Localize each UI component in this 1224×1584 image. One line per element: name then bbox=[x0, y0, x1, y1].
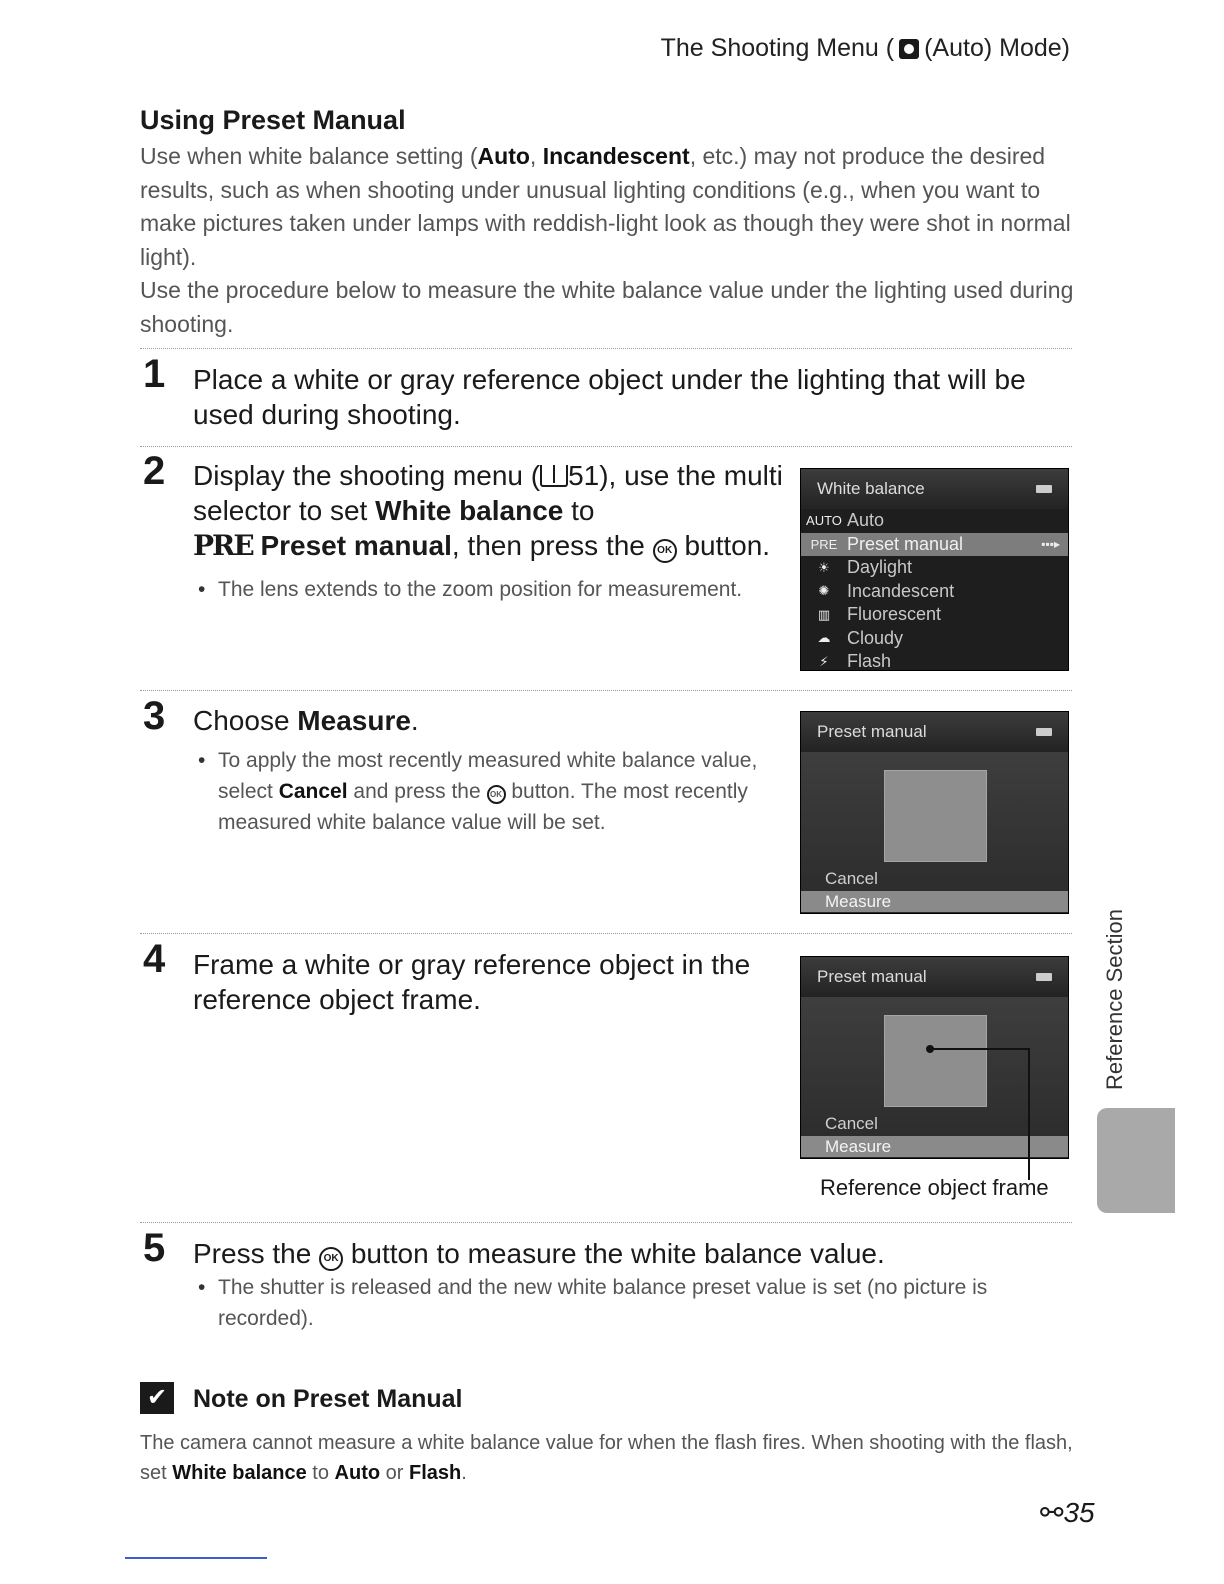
step-2-number: 2 bbox=[143, 449, 166, 493]
screen-title-bar bbox=[801, 957, 1068, 997]
step-3-text: Choose Measure. bbox=[193, 705, 419, 736]
page-number: ⚯35 bbox=[1040, 1497, 1095, 1528]
header-text-after: (Auto) Mode) bbox=[924, 34, 1070, 62]
wb-item-preset-manual: PRE Preset manual ▪▪▪▸ bbox=[801, 533, 1068, 557]
divider bbox=[140, 446, 1072, 447]
wb-item-auto: AUTO Auto bbox=[801, 509, 1068, 533]
wb-item-flash: ⚡ Flash bbox=[801, 650, 1068, 671]
callout-reference-object-frame: Reference object frame bbox=[820, 1175, 1049, 1200]
step-4-number: 4 bbox=[143, 937, 166, 981]
sun-icon: ☀ bbox=[818, 559, 830, 575]
note-title: Note on Preset Manual bbox=[193, 1385, 463, 1413]
camera-icon bbox=[899, 39, 919, 59]
option-measure: Measure bbox=[801, 891, 1068, 912]
fluorescent-icon: ▥ bbox=[817, 606, 831, 622]
step-3-number: 3 bbox=[143, 694, 166, 738]
option-measure: Measure bbox=[801, 1136, 1068, 1157]
screen-body bbox=[801, 752, 1068, 914]
callout-pointer-line bbox=[1028, 1048, 1030, 1180]
battery-icon bbox=[1036, 728, 1052, 736]
step-4-text: Frame a white or gray reference object in the reference object frame. bbox=[193, 949, 751, 1015]
step-2-bullet: • The lens extends to the zoom position for measurement. bbox=[196, 574, 756, 605]
wb-item-cloudy: ☁ Cloudy bbox=[801, 627, 1068, 651]
wb-item-incandescent: ✺ Incandescent bbox=[801, 580, 1068, 604]
intro-paragraph-1: Use when white balance setting (Auto, Incandescent, etc.) may not produce the desired results, such as when shooting under unusual lighting conditions (e.g., when you want to make pictures taken under lamps with reddish-light look as though they were shot in normal light). bbox=[140, 143, 1071, 270]
reference-object-frame bbox=[884, 770, 987, 862]
battery-icon bbox=[1036, 485, 1052, 493]
option-cancel: Cancel bbox=[825, 869, 878, 888]
reference-section-icon: ⚯ bbox=[1040, 1497, 1064, 1528]
divider bbox=[140, 690, 1072, 691]
step-1-number: 1 bbox=[143, 352, 166, 396]
ok-button-icon: OK bbox=[487, 785, 506, 804]
divider bbox=[140, 1222, 1072, 1223]
reference-object-frame bbox=[884, 1015, 987, 1107]
step-5-number: 5 bbox=[143, 1226, 166, 1270]
wb-item-daylight: ☀ Daylight bbox=[801, 556, 1068, 580]
step-1-text: Place a white or gray reference object under the lighting that will be used during shooting. bbox=[193, 364, 1026, 430]
wb-item-fluorescent: ▥ Fluorescent bbox=[801, 603, 1068, 627]
battery-icon bbox=[1036, 973, 1052, 981]
screen-title-bar bbox=[801, 712, 1068, 752]
book-icon bbox=[540, 465, 568, 487]
camera-screen-preset-manual bbox=[800, 711, 1069, 914]
screen-title: White balance bbox=[817, 479, 925, 498]
step-3-bullet: • To apply the most recently measured white balance value, select Cancel and press the OK button. The most recently measured white balance value will be set. bbox=[196, 745, 776, 838]
flash-icon: ⚡ bbox=[819, 653, 829, 669]
bulb-icon: ✺ bbox=[818, 583, 830, 599]
divider bbox=[140, 933, 1072, 934]
preset-icon: PRE bbox=[810, 536, 838, 552]
bottom-link-bar bbox=[125, 1557, 267, 1559]
screen-title-bar bbox=[801, 469, 1068, 509]
intro-section bbox=[140, 105, 1080, 341]
cloud-icon: ☁ bbox=[817, 630, 831, 646]
note-body: The camera cannot measure a white balance value for when the flash fires. When shooting with the flash, set White balance to Auto or Flash. bbox=[140, 1432, 1073, 1484]
ok-button-icon: OK bbox=[653, 539, 677, 563]
step-2-text: Display the shooting menu ( 51), use the multi selector to set White balance to PRE Preset manual, then press the OK button. bbox=[193, 460, 783, 562]
intro-paragraph-2: Use the procedure below to measure the white balance value under the lighting used during shooting. bbox=[140, 277, 1074, 337]
side-tab bbox=[1097, 1108, 1175, 1213]
option-cancel: Cancel bbox=[825, 1114, 878, 1133]
arrow-right-icon: ▪▪▪▸ bbox=[1041, 537, 1060, 552]
preset-manual-icon: PRE bbox=[193, 529, 253, 562]
camera-screen-white-balance bbox=[800, 468, 1069, 671]
header-text-before: The Shooting Menu ( bbox=[660, 34, 895, 62]
auto-icon: AUTO bbox=[806, 513, 842, 529]
callout-pointer-line bbox=[930, 1048, 1030, 1050]
section-title: Using Preset Manual bbox=[140, 105, 406, 135]
step-5-bullet: • The shutter is released and the new white balance preset value is set (no picture is recorded). bbox=[196, 1272, 1056, 1334]
divider bbox=[140, 348, 1072, 349]
ok-button-icon: OK bbox=[319, 1247, 343, 1271]
screen-title: Preset manual bbox=[817, 722, 927, 741]
step-5-text: Press the OK button to measure the white balance value. bbox=[193, 1238, 885, 1269]
side-tab-label: Reference Section bbox=[1102, 909, 1127, 1090]
page-header bbox=[661, 34, 1070, 63]
note-check-icon: ✔ bbox=[140, 1382, 174, 1414]
screen-title: Preset manual bbox=[817, 967, 927, 986]
